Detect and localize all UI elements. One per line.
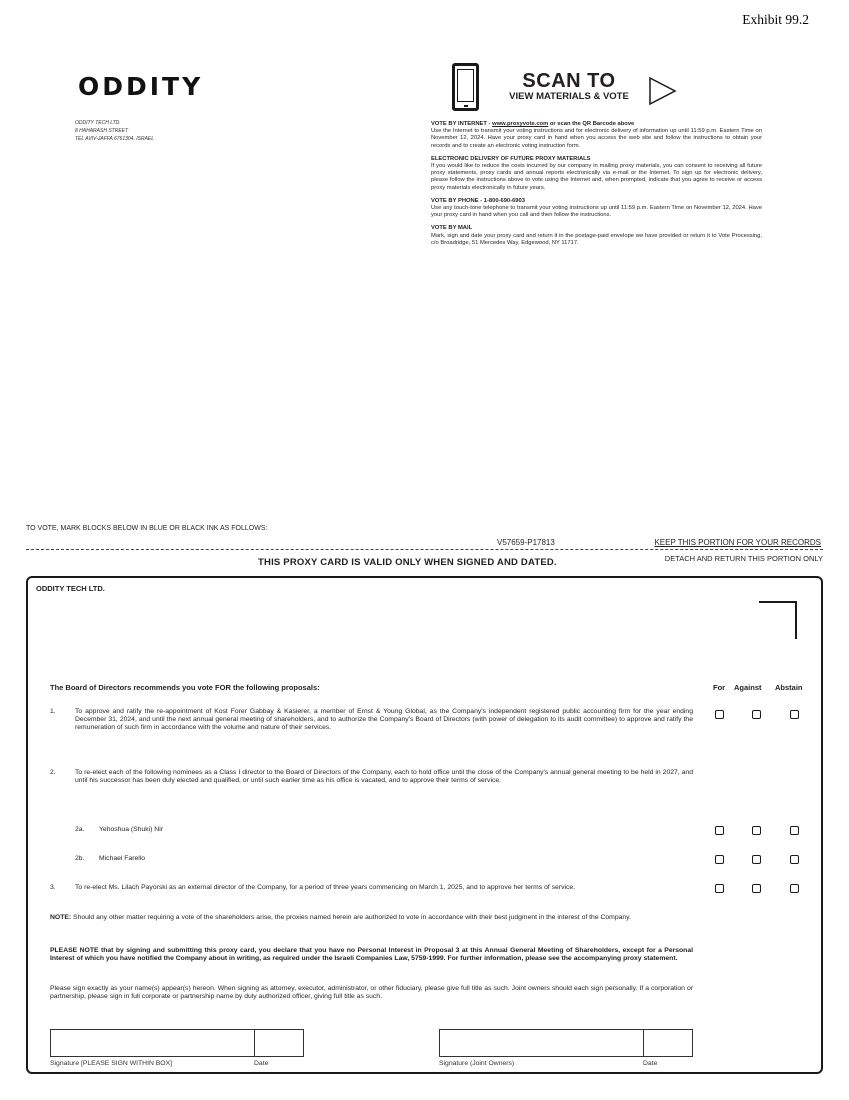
checkbox-for[interactable] [715, 826, 724, 835]
proxyvote-link[interactable]: www.proxyvote.com [492, 121, 549, 127]
address-line: ODDITY TECH LTD. [75, 120, 121, 126]
keep-portion-label: KEEP THIS PORTION FOR YOUR RECORDS [654, 538, 821, 547]
corner-mark [759, 601, 797, 639]
proposal-number: 1. [50, 708, 56, 715]
signature-label: Signature [PLEASE SIGN WITHIN BOX] [50, 1060, 173, 1067]
internet-heading: VOTE BY INTERNET - www.proxyvote.com or scan the QR Barcode above [431, 121, 635, 127]
column-abstain: Abstain [775, 683, 803, 692]
checkbox-abstain[interactable] [790, 855, 799, 864]
company-address [75, 119, 154, 143]
scan-subtitle: VIEW MATERIALS & VOTE [509, 91, 629, 102]
checkbox-against[interactable] [752, 884, 761, 893]
phone-body: Use any touch-tone telephone to transmit your voting instructions up until 11:59 p.m. Eastern Time on November 12, 2024. Have your proxy card in hand when you call and then follow the instructions. [431, 205, 762, 219]
note-label: NOTE: [50, 914, 72, 921]
detach-portion-label: DETACH AND RETURN THIS PORTION ONLY [664, 554, 823, 563]
signature-box[interactable] [50, 1029, 255, 1057]
proposal-number: 3. [50, 884, 56, 891]
company-logo: ODDITY [78, 72, 204, 101]
note-text: NOTE: Should any other matter requiring a vote of the shareholders arise, the proxies named herein are authorized to vote in accordance with their best judgment in the interest of the Company. [50, 914, 631, 921]
electronic-body: If you would like to reduce the costs incurred by our company in mailing proxy materials, you can consent to receiving all future proxy statements, proxy cards and annual reports electronically via e-mail or the Internet. To sign up for electronic delivery, please follow the instructions above to vote using the Internet and, when prompted, indicate that you agree to receive or access proxy materials electronically in future years. [431, 163, 762, 191]
phone-heading: VOTE BY PHONE - 1-800-690-6903 [431, 197, 525, 204]
address-line: 8 HAHARASH STREET [75, 128, 129, 134]
joint-signature-label: Signature (Joint Owners) [439, 1060, 515, 1067]
proposal-text: To re-elect Ms. Lilach Payorski as an external director of the Company, for a period of three years commencing on March 1, 2025, and to approve her terms of service. [75, 884, 576, 891]
checkbox-against[interactable] [752, 710, 761, 719]
nominee-name: Yehoshua (Shuki) Nir [99, 826, 163, 833]
proposal-number: 2b. [75, 855, 85, 862]
personal-interest-note: PLEASE NOTE that by signing and submitting this proxy card, you declare that you have no Personal Interest in Proposal 3 at this Annual General Meeting of Shareholders, except for a Personal Interest of which you have notified the Company about in writing, as required under the Israeli Companies Law, 5759-1999. For further information, please see the accompanying proxy statement. [50, 947, 693, 962]
joint-signature-box[interactable] [439, 1029, 644, 1057]
detach-line [26, 549, 823, 550]
joint-date-label: Date [643, 1060, 658, 1067]
joint-date-box[interactable] [643, 1029, 693, 1057]
mail-heading: VOTE BY MAIL [431, 225, 473, 232]
checkbox-abstain[interactable] [790, 826, 799, 835]
proposal-number: 2a. [75, 826, 85, 833]
voting-instructions [431, 121, 762, 253]
electronic-heading: ELECTRONIC DELIVERY OF FUTURE PROXY MATERIALS [431, 155, 591, 162]
nominee-name: Michael Farello [99, 855, 146, 862]
date-label: Date [254, 1060, 269, 1067]
card-company-name: ODDITY TECH LTD. [36, 584, 105, 593]
mail-body: Mark, sign and date your proxy card and return it in the postage-paid envelope we have provided or return it to Vote Processing, c/o Broadridge, 51 Mercedes Way, Edgewood, NY 11717. [431, 232, 762, 246]
proposal-text: To re-elect each of the following nominees as a Class I director to the Board of Directors of the Company, each to hold office until the close of the Company's annual general meeting to be held in 2027, and until his successor has been duly elected and qualified, or until such earlier time as his office is vacated, and to approve their terms of service. [75, 769, 693, 784]
play-arrow-icon [648, 76, 678, 106]
proposal-text: To approve and ratify the re-appointment of Kost Forer Gabbay & Kasierer, a member of Ernst & Young Global, as the Company's independent registered public accounting firm for the year ending December 31, 2024, and until the next annual general meeting of shareholders, and to authorize the Company's Board of Directors (with power of delegation to its audit committee) to approve and ratify the remuneration of such firm in accordance with the volume and nature of their services. [75, 708, 693, 731]
board-recommendation: The Board of Directors recommends you vote FOR the following proposals: [50, 683, 320, 692]
electronic-block [431, 156, 762, 192]
checkbox-against[interactable] [752, 826, 761, 835]
exhibit-label: Exhibit 99.2 [742, 12, 809, 27]
date-box[interactable] [254, 1029, 304, 1057]
scan-banner [494, 71, 644, 103]
checkbox-for[interactable] [715, 710, 724, 719]
valid-notice: THIS PROXY CARD IS VALID ONLY WHEN SIGNED AND DATED. [258, 557, 557, 568]
checkbox-against[interactable] [752, 855, 761, 864]
control-code: V57659-P17813 [494, 538, 558, 547]
address-line: TEL AVIV-JAFFA 6761304, ISRAEL [75, 136, 155, 142]
column-against: Against [734, 683, 762, 692]
phone-block [431, 198, 762, 220]
signing-instructions: Please sign exactly as your name(s) appear(s) hereon. When signing as attorney, executor, administrator, or other fiduciary, please give full title as such. Joint owners should each sign personally. If a corporation or partnership, please sign in full corporate or partnership name by duly authorized officer, giving full title as such. [50, 985, 693, 1000]
checkbox-abstain[interactable] [790, 884, 799, 893]
internet-body: Use the Internet to transmit your voting instructions and for electronic delivery of information up until 11:59 p.m. Eastern Time on November 12, 2024. Have your proxy card in hand when you access the web site and follow the instructions to obtain your records and to create an electronic voting instruction form. [431, 128, 762, 149]
checkbox-for[interactable] [715, 884, 724, 893]
scan-title: SCAN TO [522, 70, 616, 92]
to-vote-instruction: TO VOTE, MARK BLOCKS BELOW IN BLUE OR BLACK INK AS FOLLOWS: [26, 525, 268, 532]
internet-block [431, 121, 762, 150]
column-for: For [713, 683, 726, 692]
checkbox-abstain[interactable] [790, 710, 799, 719]
checkbox-for[interactable] [715, 855, 724, 864]
mail-block [431, 225, 762, 247]
proposal-number: 2. [50, 769, 56, 776]
phone-icon [452, 63, 479, 111]
